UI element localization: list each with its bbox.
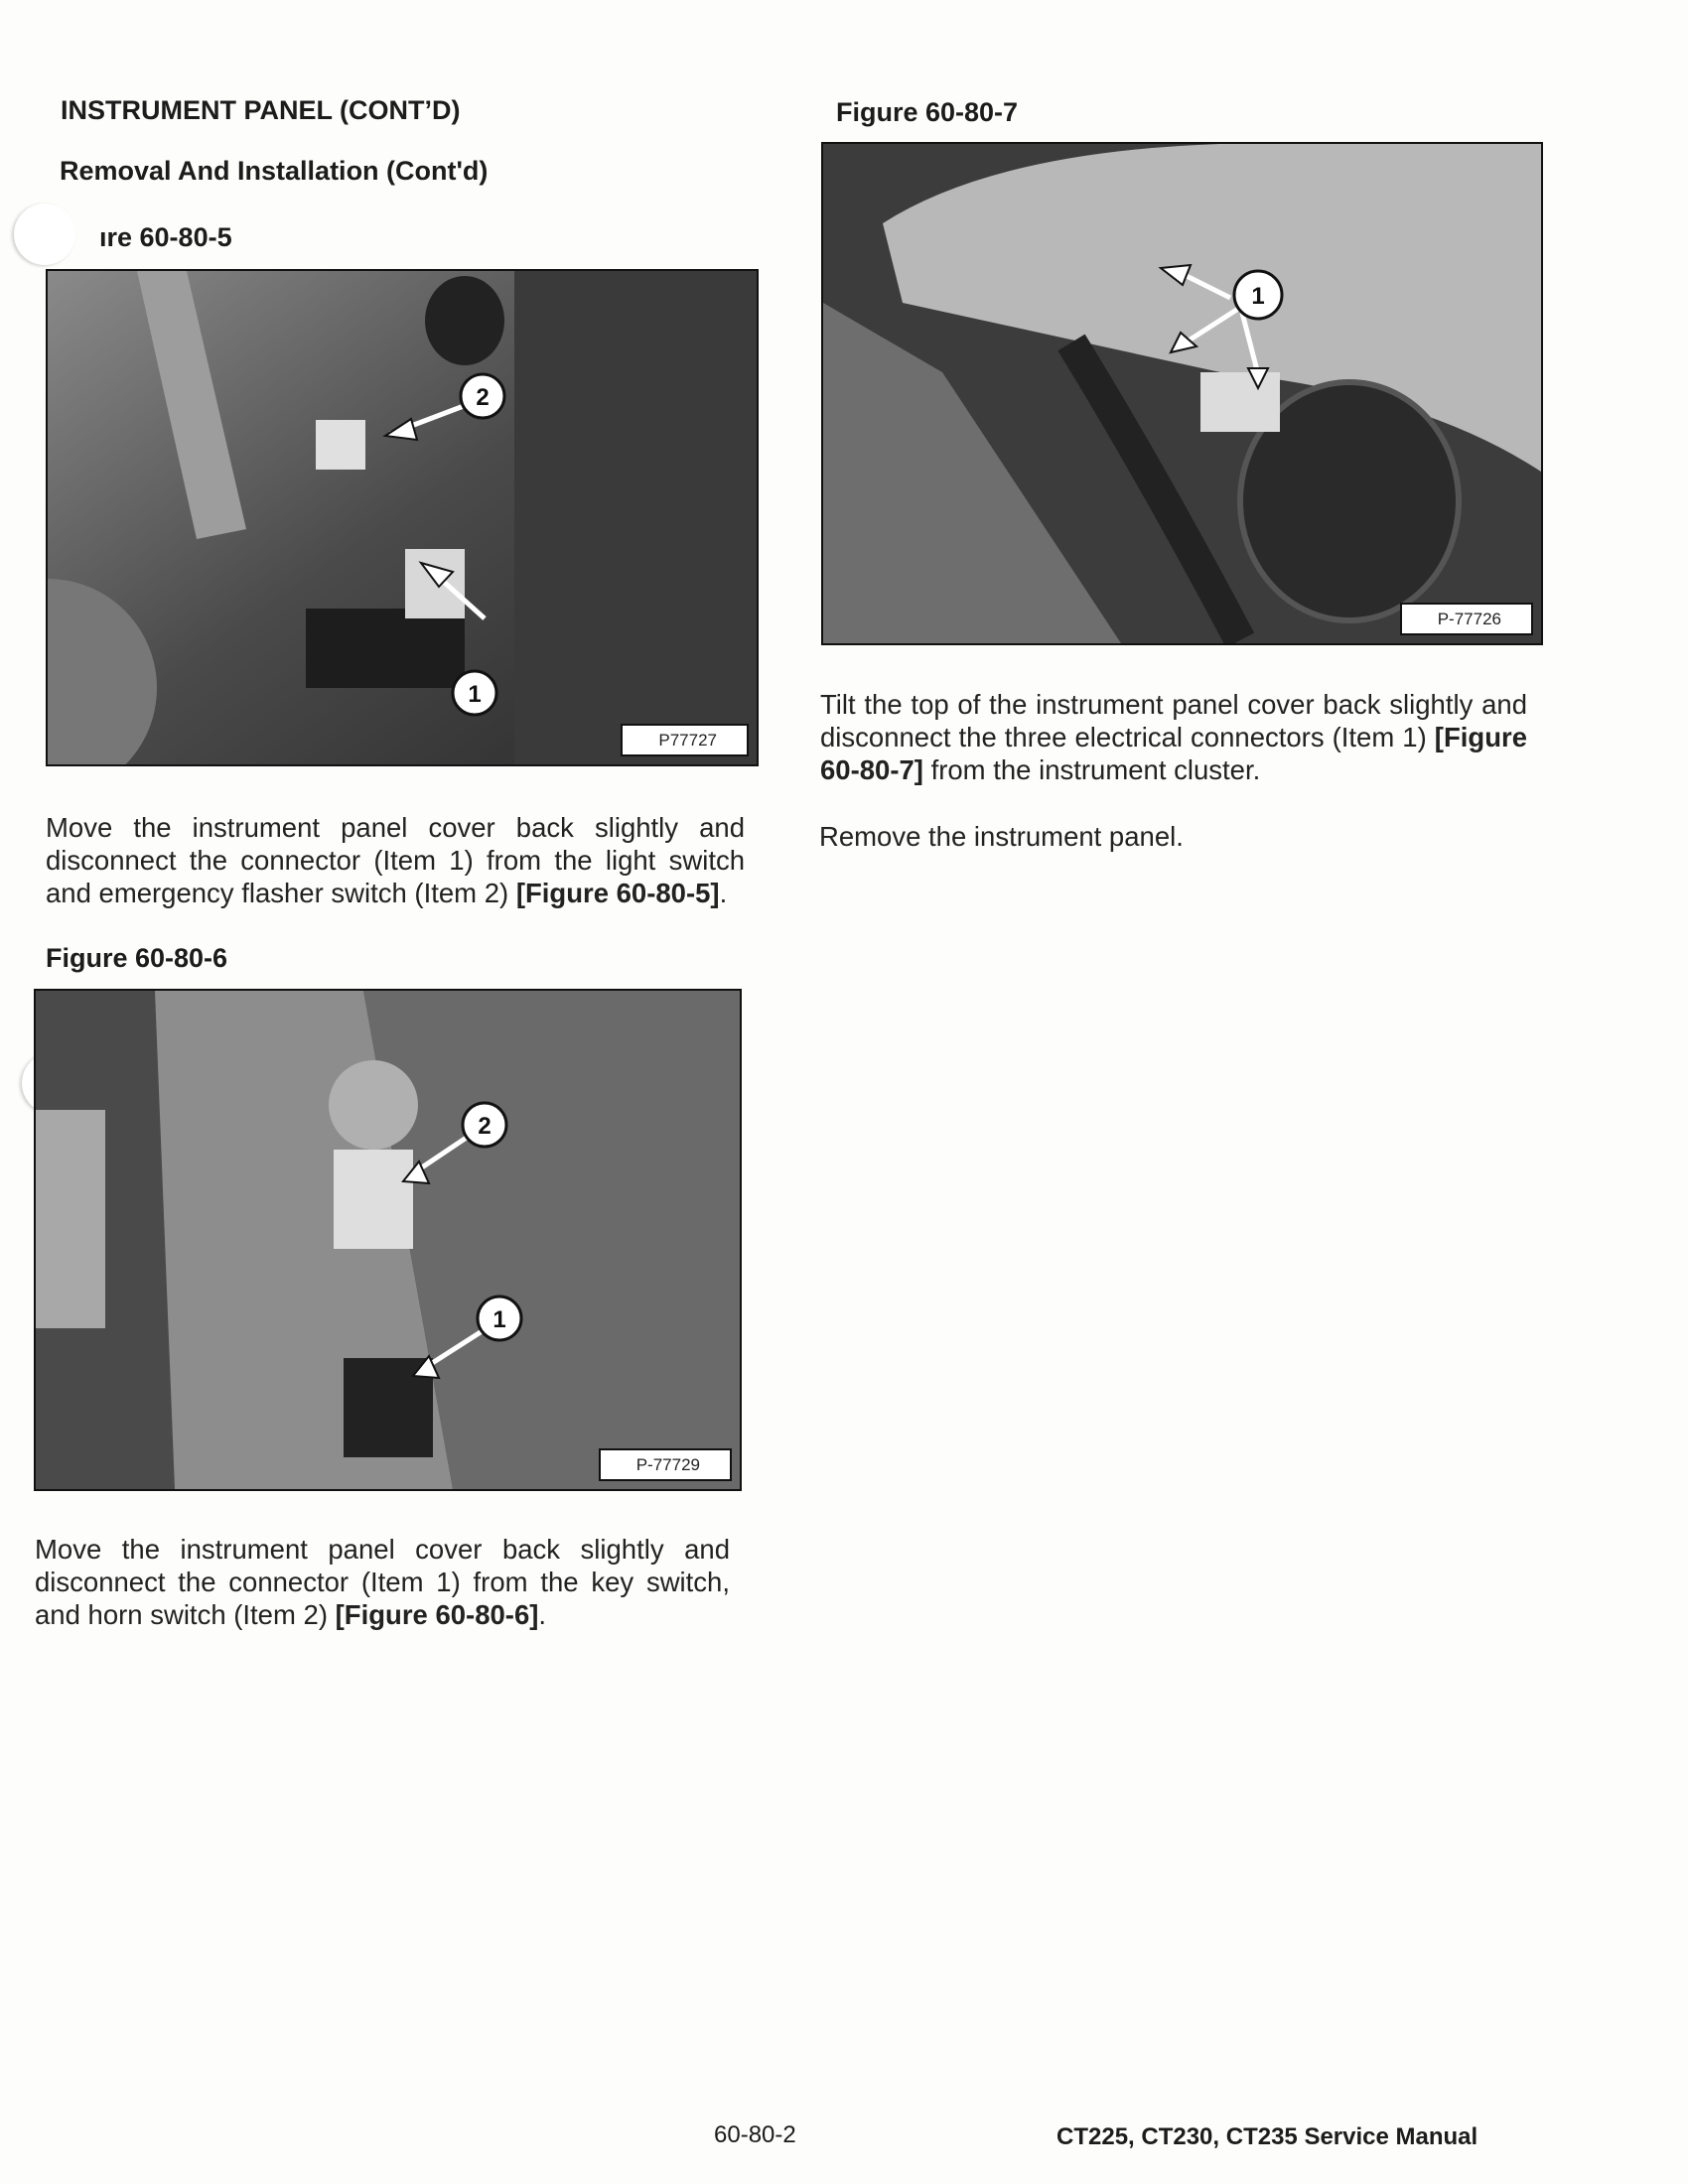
page-number: 60-80-2 [714, 2121, 796, 2148]
figure-1-callout-1 [453, 671, 496, 715]
binder-hole-top [14, 204, 75, 265]
section-subtitle: Removal And Installation (Cont'd) [60, 156, 489, 186]
svg-text:1: 1 [492, 1306, 506, 1333]
figure-3-callout-1 [1234, 271, 1282, 319]
figure-3-photo-id: P-77726 [1400, 603, 1533, 635]
svg-text:1: 1 [468, 681, 482, 708]
figure-1-photo-id: P77727 [621, 724, 749, 756]
figure-2-callout-2 [463, 1103, 506, 1147]
paragraph-3: Tilt the top of the instrument panel cover back slightly and disconnect the three electrical connectors (Item 1) [Figure 60-80-7] from the instrument cluster. [820, 689, 1527, 785]
figure-3-caption: Figure 60-80-7 [836, 97, 1019, 127]
section-title: INSTRUMENT PANEL (CONT’D) [61, 95, 461, 125]
manual-title: CT225, CT230, CT235 Service Manual [1056, 2123, 1478, 2150]
paragraph-2: Move the instrument panel cover back slightly and disconnect the connector (Item 1) from the key switch, and horn switch (Item 2) [Figure 60-80-6]. [35, 1534, 730, 1630]
figure-1-callout-2 [461, 374, 504, 418]
svg-text:2: 2 [476, 384, 490, 411]
svg-text:2: 2 [478, 1113, 492, 1140]
figure-2-photo-id: P-77729 [599, 1448, 732, 1481]
figure-2-photo [34, 989, 742, 1491]
paragraph-4: Remove the instrument panel. [819, 821, 1184, 852]
figure-1-caption: ıre 60-80-5 [99, 222, 232, 252]
figure-2-callout-1 [478, 1297, 521, 1340]
figure-2-caption: Figure 60-80-6 [46, 943, 228, 973]
figure-1-photo [46, 269, 759, 766]
svg-text:1: 1 [1251, 283, 1265, 310]
figure-3-photo [821, 142, 1543, 645]
paragraph-1: Move the instrument panel cover back slightly and disconnect the connector (Item 1) from the light switch and emergency flasher switch (Item 2) [Figure 60-80-5]. [46, 812, 745, 908]
